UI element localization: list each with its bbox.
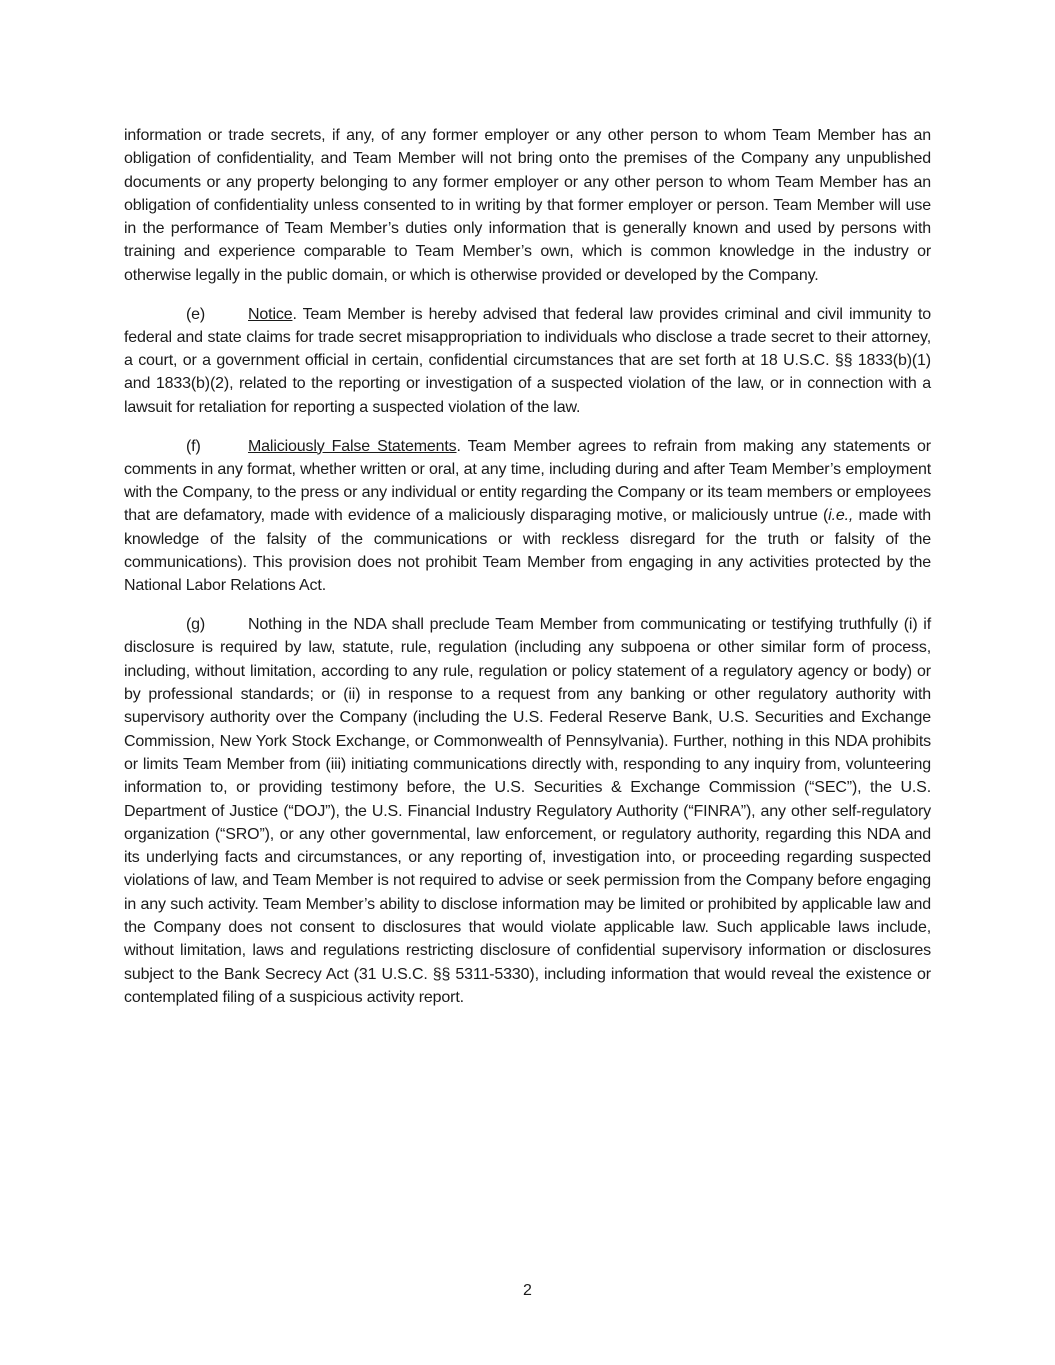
section-label-g: (g): [186, 616, 206, 634]
section-title-notice-period: .: [292, 305, 297, 323]
paragraph-e-notice: [124, 303, 931, 419]
section-text-f-part2: made with knowledge of the falsity of the communications or with reckless disregard for the truth or falsity of the communications). This provision does not prohibit Team Member from engaging in any activities protected by the National Labor Relations Act.: [124, 507, 931, 595]
section-text-f-part1: . Team Member agrees to refrain from making any statements or comments in any format, whether written or oral, at any time, including during and after Team Member’s employment with the Company, to the press or any individual or entity regarding the Company or its team members or employees that are defamatory, made with evidence of a maliciously disparaging motive, or maliciously untrue (: [124, 437, 931, 525]
paragraph-f-false-statements: [124, 435, 931, 598]
page-number: 2: [523, 1282, 532, 1299]
section-text-f-italic: i.e.,: [828, 507, 854, 525]
document-body: [124, 124, 931, 1025]
section-label-e: (e): [186, 305, 206, 323]
section-title-maliciously-false-statements: Maliciously False Statements: [248, 437, 457, 455]
section-text-g: Nothing in the NDA shall preclude Team Member from communicating or testifying truthfully (i) if disclosure is required by law, statute, rule, regulation (including any subpoena or other similar form of process, including, without limitation, according to any rule, regulation or policy statement of a regulatory agency or body) or by professional standards; or (ii) in response to a request from any banking or other regulatory authority with supervisory authority over the Company (including the U.S. Federal Reserve Bank, U.S. Securities and Exchange Commission, New York Stock Exchange, or Commonwealth of Pennsylvania). Further, nothing in this NDA prohibits or limits Team Member from (iii) initiating communications directly with, responding to any inquiry from, volunteering information to, or providing testimony before, the U.S. Securities & Exchange Commission (“SEC”), the U.S. Department of Justice (“DOJ”), the U.S. Financial Industry Regulatory Authority (“FINRA”), any other self-regulatory organization (“SRO”), or any other governmental, law enforcement, or regulatory authority, regarding this NDA and its underlying facts and circumstances, or any reporting of, investigation into, or proceeding regarding suspected violations of law, and Team Member is not required to advise or seek permission from the Company before engaging in any such activity. Team Member’s ability to disclose information may be limited or prohibited by applicable law and the Company does not consent to disclosures that would violate applicable law. Such applicable laws include, without limitation, laws and regulations restricting disclosure of confidential supervisory information or disclosures subject to the Bank Secrecy Act (31 U.S.C. §§ 5311-5330), including information that would reveal the existence or contemplated filing of a suspicious activity report.: [124, 616, 931, 1006]
paragraph-g-disclosures: [124, 613, 931, 1009]
section-text-notice: Team Member is hereby advised that federal law provides criminal and civil immunity to federal and state claims for trade secret misappropriation to individuals who disclose a trade secret to their attorney, a court, or a government official in certain, confidential circumstances that are set forth at 18 U.S.C. §§ 1833(b)(1) and 1833(b)(2), related to the reporting or investigation of a suspected violation of the law, or in connection with a lawsuit for retaliation for reporting a suspected violation of the law.: [124, 305, 931, 416]
section-title-notice: Notice: [248, 305, 293, 323]
paragraph-continuation: information or trade secrets, if any, of any former employer or any other person to whom Team Member has an obligation of confidentiality, and Team Member will not bring onto the premises of the Company any unpublished documents or any property belonging to any former employer or any other person to whom Team Member has an obligation of confidentiality unless consented to in writing by that former employer or person. Team Member will use in the performance of Team Member’s duties only information that is generally known and used by persons with training and experience comparable to Team Member’s own, which is common knowledge in the industry or otherwise legally in the public domain, or which is otherwise provided or developed by the Company.: [124, 127, 931, 284]
section-label-f: (f): [186, 437, 201, 455]
